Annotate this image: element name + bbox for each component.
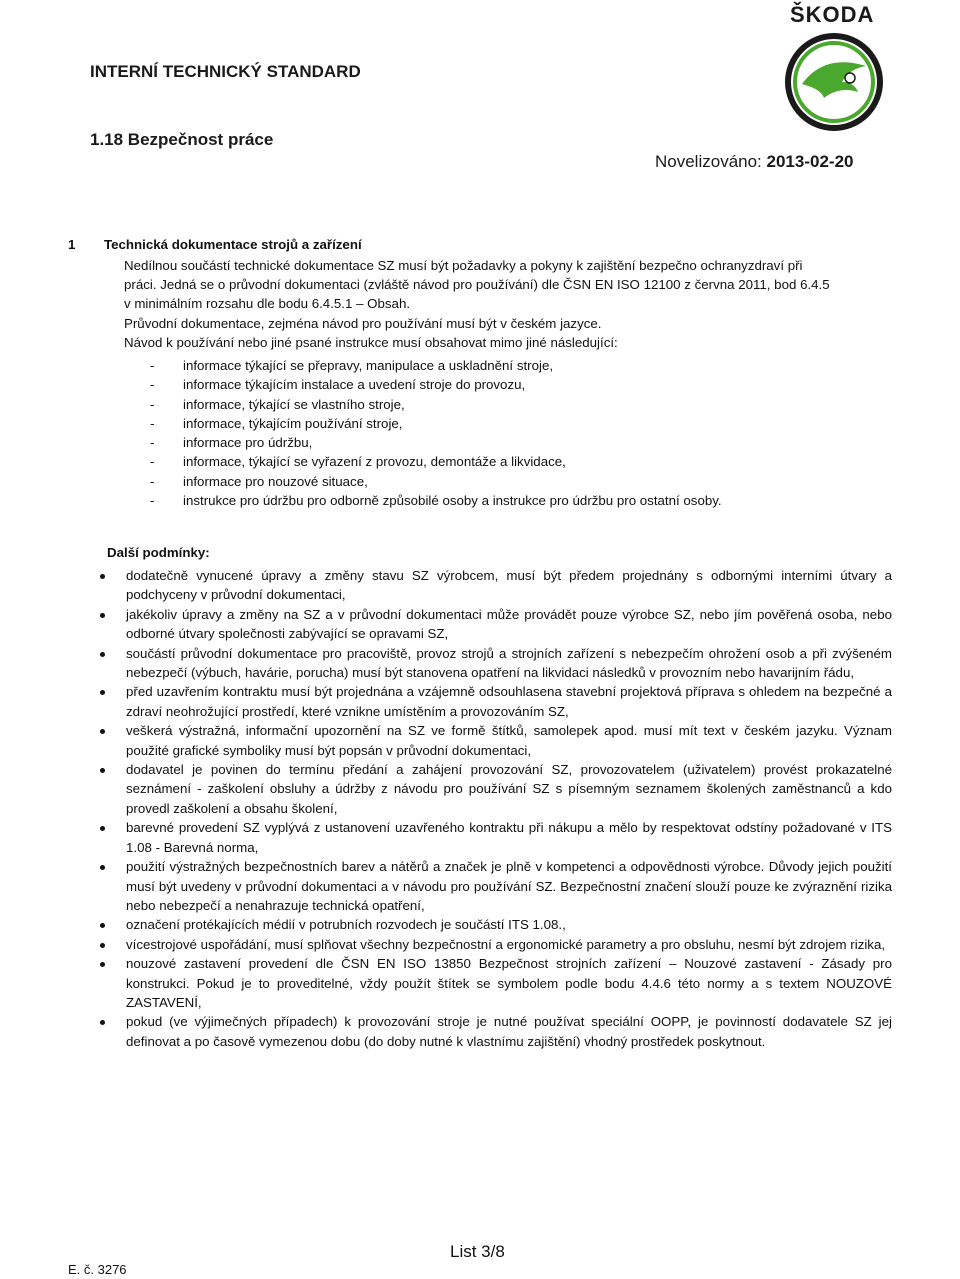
list-item: - informace, týkající se vlastního stroje, [150,396,405,412]
bullet-item: před uzavřením kontraktu musí být projednána a vzájemně odsouhlasena stavební projektová příprava s ohledem na bezpečné a zdraví neohrožující prostředí, které vznikne umístěním a provozováním SZ, [100,682,892,721]
bullet-icon [100,962,105,967]
document-title: INTERNÍ TECHNICKÝ STANDARD [90,62,361,81]
page-number: List 3/8 [450,1242,505,1261]
section-heading [68,237,362,252]
bullet-icon [100,613,105,618]
intro-line: práci. Jedná se o průvodní dokumentaci (zvláště návod pro používání) dle ČSN EN ISO 12100 z června 2011, bod 6.4.5 [124,277,830,293]
intro-line: Průvodní dokumentace, zejména návod pro používání musí být v českém jazyce. [124,315,602,331]
bullet-icon [100,690,105,695]
bullet-icon [100,826,105,831]
bullet-icon [100,768,105,773]
list-item: - instrukce pro údržbu pro odborně způsobilé osoby a instrukce pro údržbu pro ostatní osoby. [150,493,722,509]
bullet-icon [100,923,105,928]
bullet-item: veškerá výstražná, informační upozornění na SZ ve formě štítků, samolepek apod. musí mít text v českém jazyku. Význam použité grafické symboliky musí být popsán v průvodní dokumentaci, [100,721,892,760]
document-number: E. č. 3276 [68,1262,127,1277]
intro-line: Návod k používání nebo jiné psané instrukce musí obsahovat mimo jiné následující: [124,334,618,350]
section-heading-text: Technická dokumentace strojů a zařízení [104,237,362,252]
bullet-item: vícestrojové uspořádání, musí splňovat všechny bezpečnostní a ergonomické parametry a pro obsluhu, nesmí být zdrojem rizika, [100,935,892,954]
bullet-item: pokud (ve výjimečných případech) k provozování stroje je nutné používat speciální OOPP, je povinností dodavatele SZ jej definovat a po časově vymezenou dobu (do doby nutné k vlastnímu zajištění) vhodný prostředek poskytnout. [100,1012,892,1051]
further-conditions-list [100,566,892,1051]
bullet-item: barevné provedení SZ vyplývá z ustanovení uzavřeného kontraktu při nákupu a mělo by respektovat odstíny požadované v ITS 1.08 - Barevná norma, [100,818,892,857]
bullet-item: dodavatel je povinen do termínu předání a zahájení provozování SZ, provozovatelem (uživatelem) provést prokazatelné seznámení - zaškolení obsluhy a údržby z návodu pro používání SZ s písemným seznamem školených zaměstnanců a kdo provedl zaškolení a obsahu školení, [100,760,892,818]
section-title: 1.18 Bezpečnost práce [90,130,274,149]
revision-date-value: 2013-02-20 [766,152,854,171]
bullet-item: nouzové zastavení provedení dle ČSN EN ISO 13850 Bezpečnost strojních zařízení – Nouzové zastavení - Zásady pro konstrukci. Pokud je to proveditelné, vždy použít štítek se symbolem podle bodu 4.4.6 této normy a s textem NOUZOVÉ ZASTAVENÍ, [100,954,892,1012]
bullet-icon [100,1020,105,1025]
bullet-item: jakékoliv úpravy a změny na SZ a v průvodní dokumentaci může provádět pouze výrobce SZ, nebo jím pověřená osoba, nebo odborné útvary společnosti zabývající se opravami SZ, [100,605,892,644]
bullet-item: součástí průvodní dokumentace pro pracoviště, provoz strojů a strojních zařízení s nebezpečím ohrožení osob a při zvýšeném nebezpečí (výbuch, havárie, porucha) musí být stanovena opatření na likvidaci následků v provozním nebo havarijním řádu, [100,644,892,683]
bullet-icon [100,652,105,657]
bullet-icon [100,865,105,870]
revision-label: Novelizováno: [655,152,762,171]
list-item: - informace týkající se přepravy, manipulace a uskladnění stroje, [150,358,554,373]
bullet-icon [100,729,105,734]
further-conditions-title: Další podmínky: [107,545,210,560]
list-item: - informace, týkající se vyřazení z provozu, demontáže a likvidace, [150,454,566,470]
list-item: - informace pro údržbu, [150,435,313,451]
skoda-logo-icon [784,32,884,132]
intro-line: Nedílnou součástí technické dokumentace SZ musí být požadavky a pokyny k zajištění bezpečno ochranyzdraví při [124,258,803,273]
intro-paragraph [124,256,884,352]
bullet-item: označení protékajících médií v potrubních rozvodech je součástí ITS 1.08., [100,915,892,934]
bullet-icon [100,943,105,948]
manual-contents-list [150,356,870,510]
bullet-item: dodatečně vynucené úpravy a změny stavu SZ výrobcem, musí být předem projednány s odbornými interními útvary a podchyceny v průvodní dokumentaci, [100,566,892,605]
list-item: - informace pro nouzové situace, [150,473,368,489]
list-item: - informace, týkajícím používání stroje, [150,415,403,431]
brand-wordmark: ŠKODA [790,2,875,27]
revision-date [655,152,853,172]
intro-line: v minimálním rozsahu dle bodu 6.4.5.1 – Obsah. [124,296,411,312]
section-number: 1 [68,237,76,252]
bullet-icon [100,574,105,579]
list-item: - informace týkajícím instalace a uvedení stroje do provozu, [150,377,526,393]
bullet-item: použití výstražných bezpečnostních barev a nátěrů a značek je plně v kompetenci a odpovědnosti výrobce. Důvody jejich použití musí být uvedeny v průvodní dokumentaci a v návodu pro používání SZ. Bezpečnostní značení slouží pouze ke zvýraznění rizika nebo nebezpečí a nenahrazuje technická opatření, [100,857,892,915]
